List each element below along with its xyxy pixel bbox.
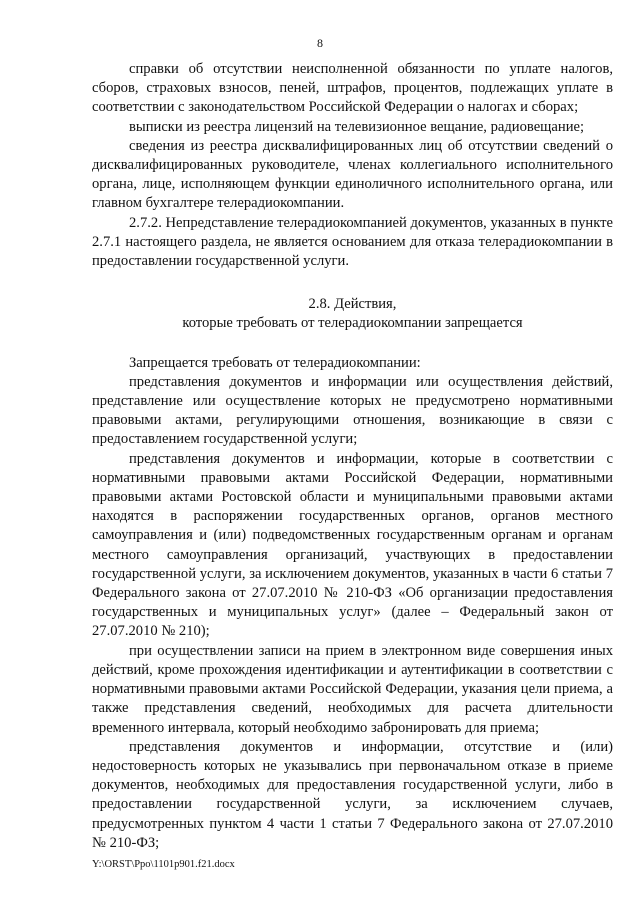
section-heading-line2: которые требовать от телерадиокомпании запрещается <box>182 315 523 332</box>
paragraph: Запрещается требовать от телерадиокомпании: <box>129 354 421 371</box>
paragraph: выписки из реестра лицензий на телевизионное вещание, радиовещание; <box>129 118 585 135</box>
paragraph: представления документов и информации, которые в соответствии с нормативными правовыми актами Российской Федерации, нормативными правовыми актами Ростовской области и муниципальными правовыми актами находятся в распоряжении государственных органов, органов местного самоуправления и (или) подведомственных государственным органам и органам местного самоуправления организаций, участвующих в предоставлении государственной услуги, за исключением документов, указанных в части 6 статьи 7 Федерального закона от 27.07.2010 № 210-ФЗ «Об организации предоставления государственных и муниципальных услуг» (далее – Федеральный закон от 27.07.2010 № 210); <box>92 450 613 640</box>
paragraph: справки об отсутствии неисполненной обязанности по уплате налогов, сборов, страховых взносов, пеней, штрафов, процентов, подлежащих уплате в соответствии с законодательством Российской Федерации о налогах и сборах; <box>92 61 613 116</box>
paragraph: представления документов и информации, отсутствие и (или) недостоверность которых не указывались при первоначальном отказе в приеме документов, необходимых для предоставления государственной услуги, либо в предоставлении государственной услуги, за исключением случаев, предусмотренных пунктом 4 части 1 статьи 7 Федерального закона от 27.07.2010 № 210-ФЗ; <box>92 738 613 851</box>
page-number: 8 <box>317 36 323 50</box>
section-heading <box>92 295 613 333</box>
paragraph: при осуществлении записи на прием в электронном виде совершения иных действий, кроме прохождения идентификации и аутентификации в соответствии с нормативными правовыми актами Российской Федерации, указания цели приема, а также представления сведений, необходимых для расчета длительности временного интервала, который необходимо забронировать для приема; <box>92 642 613 736</box>
paragraph: сведения из реестра дисквалифицированных лиц об отсутствии сведений о дисквалифицированных руководителе, членах коллегиального исполнительного органа, лице, исполняющем функции единоличного исполнительного органа, или главном бухгалтере телерадиокомпании. <box>92 137 613 212</box>
section-heading-line1: 2.8. Действия, <box>308 296 397 313</box>
document-body <box>92 60 613 853</box>
paragraph: 2.7.2. Непредставление телерадиокомпанией документов, указанных в пункте 2.7.1 настоящего раздела, не является основанием для отказа телерадиокомпании в предоставлении государственной услуги. <box>92 214 613 270</box>
footer-file-path: Y:\ORST\Ppo\1101p901.f21.docx <box>92 859 235 870</box>
paragraph: представления документов и информации или осуществления действий, представление или осуществление которых не предусмотрено нормативными правовыми актами, регулирующими отношения, возникающие в связи с предоставлением государственной услуги; <box>92 373 613 448</box>
